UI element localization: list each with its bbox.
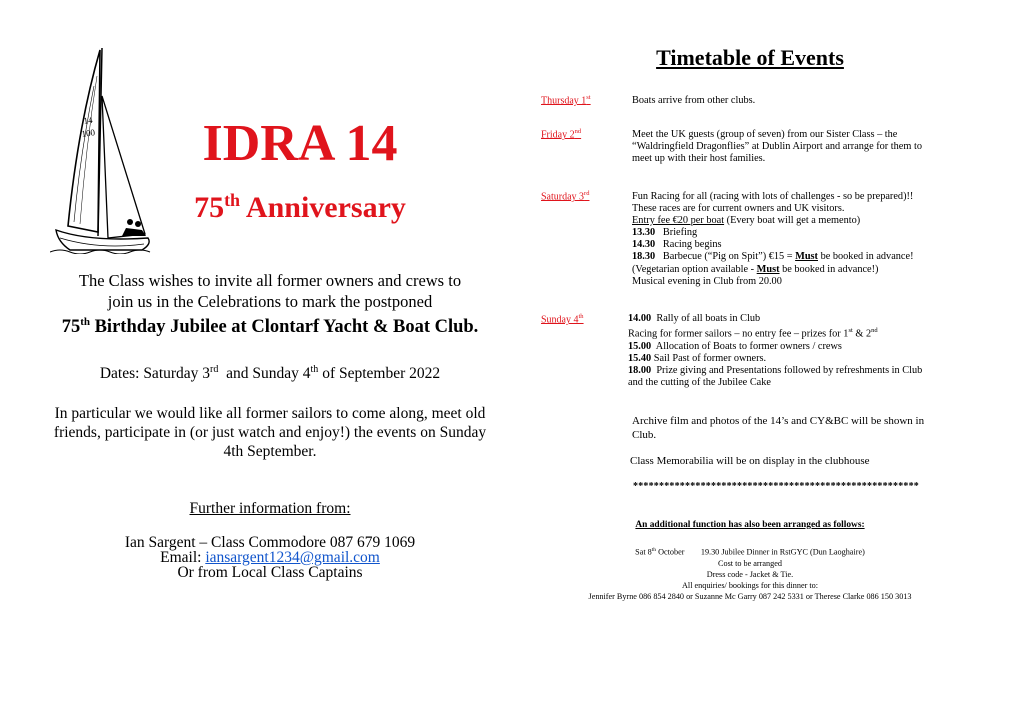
class-captains: Or from Local Class Captains xyxy=(177,564,363,581)
saturday-events: Fun Racing for all (racing with lots of challenges - so be prepared)!! These races are for current owners and UK visitors. Entry fee €20 per boat (Every boat will get a memento) 13.30 Briefing 14.30 Racing begins 18.30 Barbecue (“Pig on Spit”) €15 = Must be booked in advance! (Vegetarian option available - Must be booked in advance!) Musical evening in Club from 20.00 xyxy=(632,191,914,287)
contact-block: Ian Sargent – Class Commodore 087 679 1069 Email: iansargent1234@gmail.com Or from Local Class Captains xyxy=(40,535,500,580)
day-friday: Friday 2nd xyxy=(541,128,582,141)
event-dates: Dates: Saturday 3rd and Sunday 4th of September 2022 xyxy=(99,364,441,383)
day-thursday: Thursday 1st xyxy=(541,94,591,107)
memorabilia-note: Class Memorabilia will be on display in the clubhouse xyxy=(630,455,870,467)
day-sunday: Sunday 4th xyxy=(541,313,584,326)
main-title: IDRA 14 xyxy=(202,115,398,172)
sailboat-illustration xyxy=(50,46,160,254)
email-link[interactable]: iansargent1234@gmail.com xyxy=(205,549,380,566)
dinner-details: Sat 8th October 19.30 Jubilee Dinner in RstGYC (Dun Laoghaire) Cost to be arranged Dress code - Jacket & Tie. All enquiries/ bookings for this dinner to: Jennifer Byrne 086 854 2840 or Suzanne Mc Garry 087 242 5331 or Therese Clarke 086 150 3013 xyxy=(588,547,912,601)
thursday-event: Boats arrive from other clubs. xyxy=(632,95,756,106)
invitation-text: The Class wishes to invite all former owners and crews to join us in the Celebrations to mark the postponed 75th Birthday Jubilee at Clontarf Yacht & Boat Club. xyxy=(61,271,479,338)
sail-number-top: 14 xyxy=(82,114,94,126)
additional-function-heading: An additional function has also been arranged as follows: xyxy=(635,520,865,530)
archive-note: Archive film and photos of the 14’s and CY&BC will be shown in Club. xyxy=(632,415,925,441)
day-saturday: Saturday 3rd xyxy=(541,190,590,203)
particular-paragraph: In particular we would like all former sailors to come along, meet old friends, participate in (or just watch and enjoy!) the events on Sunday 4th September. xyxy=(53,405,487,460)
anniversary-subtitle: 75th Anniversary xyxy=(194,190,406,224)
divider-stars: ******************************************************* xyxy=(633,481,919,492)
friday-events: Meet the UK guests (group of seven) from our Sister Class – the “Waldringfield Dragonflies” at Dublin Airport and arrange for them to meet up with their host families. xyxy=(632,129,922,165)
further-info-heading: Further information from: xyxy=(189,500,351,517)
sail-number-bottom: 100 xyxy=(80,127,96,139)
contact-name: Ian Sargent – Class Commodore 087 679 1069 xyxy=(124,534,416,551)
timetable-title: Timetable of Events xyxy=(656,45,844,70)
sunday-events: 14.00 Rally of all boats in Club Racing for former sailors – no entry fee – prizes for 1st & 2nd 15.00 Allocation of Boats to former owners / crews 15.40 Sail Past of former owners. 18.00 Prize giving and Presentations followed by refreshments in Club and the cutting of the Jubilee Cake xyxy=(628,313,923,388)
